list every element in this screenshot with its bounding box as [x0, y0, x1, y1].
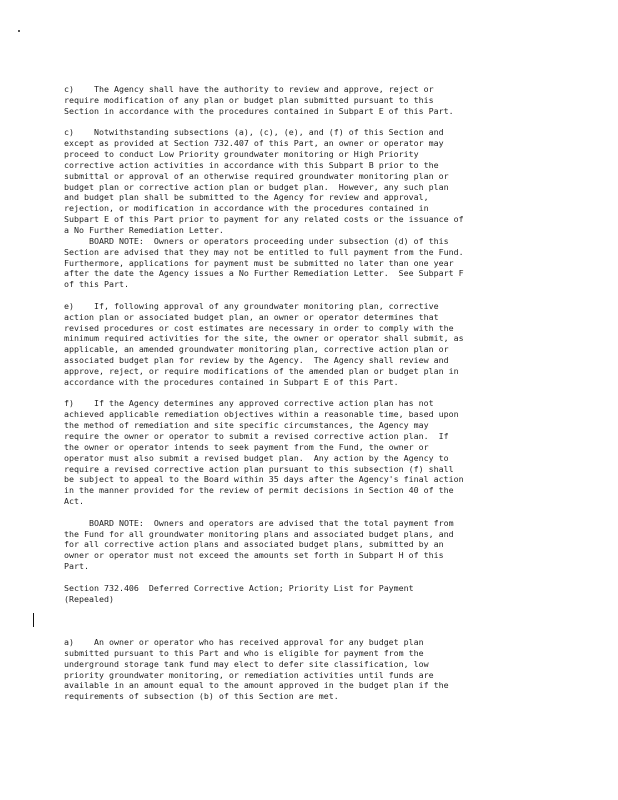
text-line: and budget plan shall be submitted to the Agency for review and approval,	[64, 192, 429, 203]
text-line: the Fund for all groundwater monitoring plans and associated budget plans, and	[64, 528, 454, 539]
text-line: approve, reject, or require modifications of the amended plan or budget plan in	[64, 365, 459, 376]
text-line: require modification of any plan or budget plan submitted pursuant to this	[64, 94, 434, 105]
text-line: BOARD NOTE: Owners or operators proceeding under subsection (d) of this	[64, 235, 449, 246]
paragraph-c-authority	[64, 84, 554, 117]
text-line: available in an amount equal to the amount approved in the budget plan if the	[64, 680, 449, 691]
text-line: accordance with the procedures contained in Subpart E of this Part.	[64, 376, 399, 387]
text-line: Section in accordance with the procedures contained in Subpart E of this Part.	[64, 105, 454, 116]
text-line: revised procedures or cost estimates are necessary in order to comply with the	[64, 322, 454, 333]
text-line: submittal or approval of an otherwise required groundwater monitoring plan or	[64, 170, 449, 181]
text-line: e) If, following approval of any groundwater monitoring plan, corrective	[64, 300, 439, 311]
text-line: achieved applicable remediation objectives within a reasonable time, based upon	[64, 409, 459, 420]
text-line: proceed to conduct Low Priority groundwater monitoring or High Priority	[64, 149, 419, 160]
text-line: corrective action activities in accordance with this Subpart B prior to the	[64, 159, 439, 170]
text-line: require a revised corrective action plan pursuant to this subsection (f) shall	[64, 463, 454, 474]
text-line: Part.	[64, 561, 89, 572]
text-line: the owner or operator intends to seek payment from the Fund, the owner or	[64, 441, 429, 452]
text-line: in the manner provided for the review of permit decisions in Section 40 of the	[64, 485, 454, 496]
text-line: after the date the Agency issues a No Further Remediation Letter. See Subpart F	[64, 268, 464, 279]
text-line: a) An owner or operator who has received approval for any budget plan	[64, 637, 424, 647]
text-line: operator must also submit a revised budget plan. Any action by the Agency to	[64, 452, 449, 463]
text-line: Section are advised that they may not be entitled to full payment from the Fund.	[64, 246, 464, 257]
text-line: Subpart E of this Part prior to payment for any related costs or the issuance of	[64, 214, 464, 225]
text-line: f) If the Agency determines any approved corrective action plan has not	[64, 398, 434, 409]
paragraph-e	[64, 301, 554, 388]
text-line: applicable, an amended groundwater monitoring plan, corrective action plan or	[64, 344, 449, 355]
scan-speck	[18, 30, 20, 32]
text-line: c) Notwithstanding subsections (a), (c), (e), and (f) of this Section and	[64, 127, 444, 138]
text-line: a No Further Remediation Letter.	[64, 224, 224, 235]
text-line: budget plan or corrective action plan or budget plan. However, any such plan	[64, 181, 449, 192]
section-title: Section 732.406 Deferred Corrective Action; Priority List for Payment	[64, 582, 414, 593]
text-line: minimum required activities for the site, the owner or operator shall submit, as	[64, 333, 464, 344]
text-line: owner or operator must not exceed the amounts set forth in Subpart H of this	[64, 550, 444, 561]
text-line: except as provided at Section 732.407 of this Part, an owner or operator may	[64, 138, 444, 149]
text-line: Furthermore, applications for payment must be submitted no later than one year	[64, 257, 454, 268]
text-line: requirements of subsection (b) of this Section are met.	[64, 691, 339, 702]
text-line: require the owner or operator to submit a revised corrective action plan. If	[64, 431, 449, 441]
board-note	[64, 518, 554, 572]
text-line: submitted pursuant to this Part and who is eligible for payment from the	[64, 647, 424, 658]
text-line: priority groundwater monitoring, or remediation activities until funds are	[64, 669, 434, 680]
document-body	[64, 84, 554, 702]
text-line: of this Part.	[64, 279, 129, 290]
paragraph-a	[64, 637, 554, 702]
paragraph-f	[64, 398, 554, 506]
section-heading	[64, 583, 554, 605]
text-line: BOARD NOTE: Owners and operators are advised that the total payment from	[64, 517, 454, 528]
text-line: for all corrective action plans and associated budget plans, submitted by an	[64, 539, 444, 550]
text-line: associated budget plan for review by the Agency. The Agency shall review and	[64, 355, 449, 366]
text-line: the method of remediation and site specific circumstances, the Agency may	[64, 420, 429, 431]
margin-mark	[33, 613, 34, 627]
text-line: rejection, or modification in accordance with the procedures contained in	[64, 203, 429, 214]
text-line: action plan or associated budget plan, an owner or operator determines that	[64, 311, 439, 322]
paragraph-c-notwithstanding	[64, 127, 554, 290]
section-status: (Repealed)	[64, 593, 114, 604]
text-line: be subject to appeal to the Board within 35 days after the Agency's final action	[64, 474, 464, 485]
text-line: Act.	[64, 496, 84, 507]
text-line: underground storage tank fund may elect to defer site classification, low	[64, 658, 429, 669]
text-line: c) The Agency shall have the authority to review and approve, reject or	[64, 84, 434, 94]
